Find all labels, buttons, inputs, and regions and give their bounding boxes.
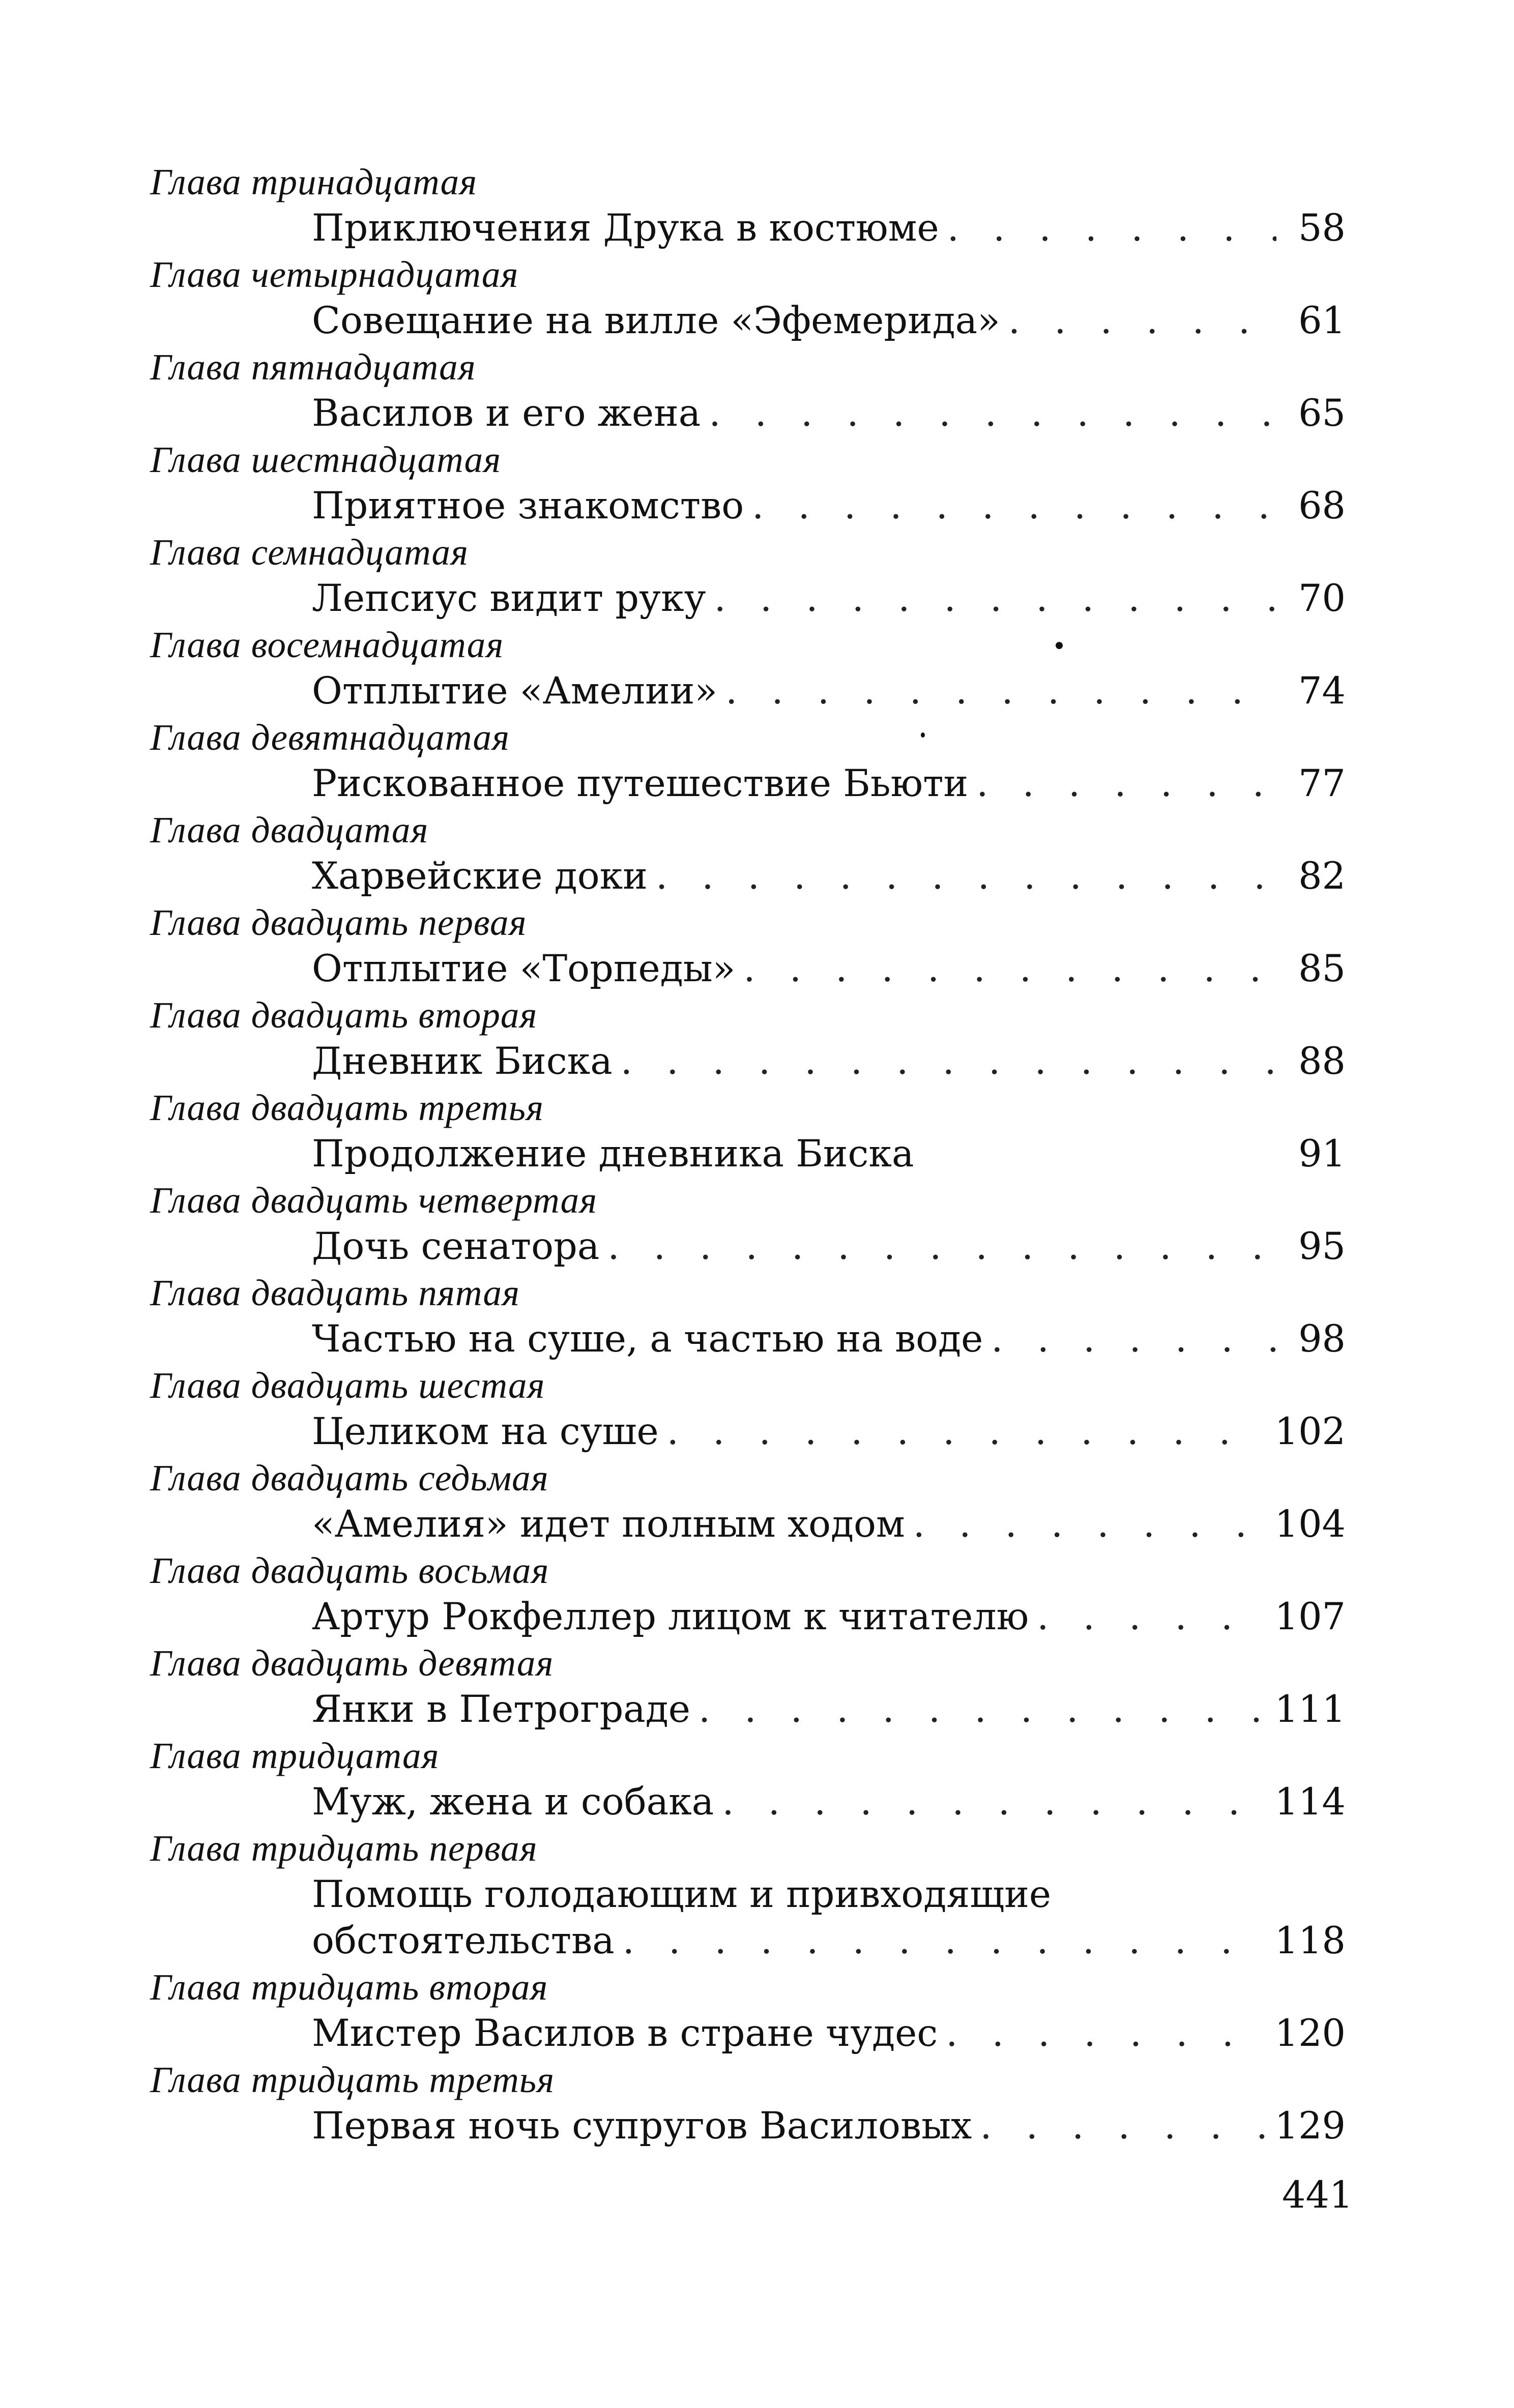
- toc-entry: [150, 714, 1346, 807]
- table-of-contents: [150, 159, 1346, 2149]
- toc-entry: [150, 899, 1346, 992]
- toc-line: [150, 575, 1346, 622]
- chapter-heading: Глава двадцать шестая: [150, 1365, 545, 1406]
- page-folio: 441: [1282, 2174, 1353, 2217]
- chapter-heading: Глава двадцатая: [150, 809, 429, 850]
- chapter-title-line-1: Помощь голодающим и привходящие: [312, 1873, 1052, 1916]
- chapter-heading: Глава двадцать пятая: [150, 1272, 520, 1313]
- toc-line: [150, 1779, 1346, 1825]
- dot-leader: [1008, 298, 1276, 344]
- chapter-title: Василов и его жена: [312, 392, 701, 435]
- dot-leader: [752, 483, 1276, 529]
- chapter-heading: Глава двадцать третья: [150, 1087, 544, 1128]
- toc-entry: [150, 1825, 1346, 1964]
- toc-line: [150, 2010, 1346, 2057]
- dot-leader: [709, 390, 1276, 436]
- chapter-title: Янки в Петрограде: [312, 1688, 690, 1731]
- page-number: 114: [1274, 1780, 1346, 1824]
- chapter-heading: Глава тринадцатая: [150, 161, 478, 202]
- dot-leader: [656, 853, 1276, 899]
- chapter-heading: Глава двадцать четвертая: [150, 1180, 598, 1221]
- toc-line: [150, 1501, 1346, 1547]
- page-number: 61: [1298, 299, 1346, 342]
- toc-entry: [150, 1455, 1346, 1547]
- dot-leader: [976, 760, 1276, 807]
- toc-entry: [150, 159, 1346, 251]
- page-number: 74: [1298, 669, 1346, 713]
- page-number: 120: [1274, 2012, 1346, 2055]
- chapter-heading: Глава двадцать вторая: [150, 994, 538, 1036]
- toc-entry: [150, 992, 1346, 1084]
- dot-leader: [623, 1918, 1267, 1964]
- toc-line: [150, 205, 1346, 251]
- dot-leader: [714, 575, 1276, 622]
- chapter-title: Продолжение дневника Биска: [312, 1132, 914, 1176]
- dot-leader: [725, 668, 1276, 714]
- toc-entry: [150, 622, 1346, 714]
- toc-entry: [150, 529, 1346, 622]
- page-number: 58: [1298, 207, 1346, 250]
- dot-leader: [1037, 1594, 1266, 1640]
- chapter-title: Совещание на вилле «Эфемерида»: [312, 299, 1000, 342]
- chapter-heading: Глава тридцать вторая: [150, 1966, 548, 2008]
- chapter-title: Артур Рокфеллер лицом к читателю: [312, 1595, 1029, 1638]
- chapter-title: Харвейские доки: [312, 855, 648, 898]
- toc-entry: [150, 344, 1346, 436]
- chapter-title: Мистер Василов в стране чудес: [312, 2012, 938, 2055]
- chapter-title: Дочь сенатора: [312, 1225, 600, 1268]
- chapter-title: Лепсиус видит руку: [312, 577, 706, 620]
- chapter-heading: Глава тридцать третья: [150, 2059, 555, 2100]
- toc-entry: [150, 1547, 1346, 1640]
- chapter-heading: Глава восемнадцатая: [150, 624, 504, 665]
- dot-leader: [607, 1223, 1276, 1270]
- page-number: 104: [1274, 1503, 1346, 1546]
- chapter-heading: Глава двадцать седьмая: [150, 1457, 549, 1499]
- print-speck: [1056, 642, 1063, 649]
- chapter-title: Муж, жена и собака: [312, 1780, 714, 1824]
- chapter-heading: Глава девятнадцатая: [150, 717, 510, 758]
- toc-line: [150, 1594, 1346, 1640]
- page-number: 111: [1274, 1688, 1346, 1731]
- dot-leader: [991, 1316, 1276, 1362]
- toc-entry: [150, 1270, 1346, 1362]
- page-number: 102: [1274, 1410, 1346, 1453]
- page-number: 77: [1298, 762, 1346, 805]
- dot-leader: [913, 1501, 1267, 1547]
- toc-line: [150, 1223, 1346, 1270]
- chapter-heading: Глава пятнадцатая: [150, 346, 476, 388]
- chapter-title: Рискованное путешествие Бьюти: [312, 762, 969, 805]
- toc-line: [150, 2103, 1346, 2149]
- toc-line: [150, 1408, 1346, 1455]
- dot-leader: [621, 1038, 1276, 1084]
- chapter-heading: Глава тридцатая: [150, 1735, 440, 1776]
- chapter-title: Целиком на суше: [312, 1410, 659, 1453]
- chapter-heading: Глава двадцать девятая: [150, 1642, 554, 1684]
- chapter-title: Первая ночь супругов Василовых: [312, 2104, 972, 2148]
- toc-line: [150, 298, 1346, 344]
- toc-line: [150, 946, 1346, 992]
- chapter-heading: Глава двадцать первая: [150, 902, 527, 943]
- toc-entry: [150, 251, 1346, 344]
- toc-line: [150, 1871, 1346, 1918]
- chapter-heading: Глава семнадцатая: [150, 532, 469, 573]
- page-number: 82: [1298, 855, 1346, 898]
- page-number: 129: [1274, 2104, 1346, 2148]
- toc-entry: [150, 1362, 1346, 1455]
- dot-leader: [722, 1779, 1266, 1825]
- toc-entry: [150, 1177, 1346, 1270]
- page-number: 65: [1298, 392, 1346, 435]
- toc-line: [150, 853, 1346, 899]
- chapter-title: Дневник Биска: [312, 1040, 613, 1083]
- toc-entry: [150, 1640, 1346, 1732]
- toc-line: [150, 1918, 1346, 1964]
- toc-line: [150, 1131, 1346, 1177]
- toc-entry: [150, 2057, 1346, 2149]
- toc-entry: [150, 807, 1346, 899]
- chapter-title: Частью на суше, а частью на воде: [312, 1317, 983, 1361]
- print-speck: [921, 732, 925, 738]
- chapter-heading: Глава двадцать восьмая: [150, 1550, 549, 1591]
- dot-leader: [667, 1408, 1267, 1455]
- toc-entry: [150, 1084, 1346, 1177]
- toc-line: [150, 1038, 1346, 1084]
- toc-line: [150, 390, 1346, 436]
- toc-line: [150, 760, 1346, 807]
- chapter-title: Отплытие «Амелии»: [312, 669, 718, 713]
- toc-line: [150, 483, 1346, 529]
- page-number: 88: [1298, 1040, 1346, 1083]
- page-number: 95: [1298, 1225, 1346, 1268]
- page-number: 91: [1298, 1132, 1346, 1176]
- toc-entry: [150, 436, 1346, 529]
- chapter-title: Приятное знакомство: [312, 484, 744, 527]
- chapter-title: «Амелия» идет полным ходом: [312, 1503, 905, 1546]
- page-number: 85: [1298, 947, 1346, 990]
- page-number: 98: [1298, 1317, 1346, 1361]
- dot-leader: [743, 946, 1276, 992]
- page-number: 68: [1298, 484, 1346, 527]
- chapter-heading: Глава тридцать первая: [150, 1828, 538, 1869]
- toc-line: [150, 1316, 1346, 1362]
- toc-entry: [150, 1964, 1346, 2057]
- chapter-title: Приключения Друка в костюме: [312, 207, 939, 250]
- toc-entry: [150, 1732, 1346, 1825]
- toc-line: [150, 1686, 1346, 1732]
- dot-leader: [947, 205, 1276, 251]
- page-number: 118: [1274, 1919, 1346, 1962]
- page-number: 70: [1298, 577, 1346, 620]
- chapter-heading: Глава шестнадцатая: [150, 439, 502, 480]
- dot-leader: [698, 1686, 1267, 1732]
- page-number: 107: [1274, 1595, 1346, 1638]
- dot-leader: [980, 2103, 1266, 2149]
- chapter-title: обстоятельства: [312, 1919, 615, 1962]
- chapter-title: Отплытие «Торпеды»: [312, 947, 736, 990]
- chapter-heading: Глава четырнадцатая: [150, 254, 519, 295]
- toc-line: [150, 668, 1346, 714]
- dot-leader: [946, 2010, 1266, 2057]
